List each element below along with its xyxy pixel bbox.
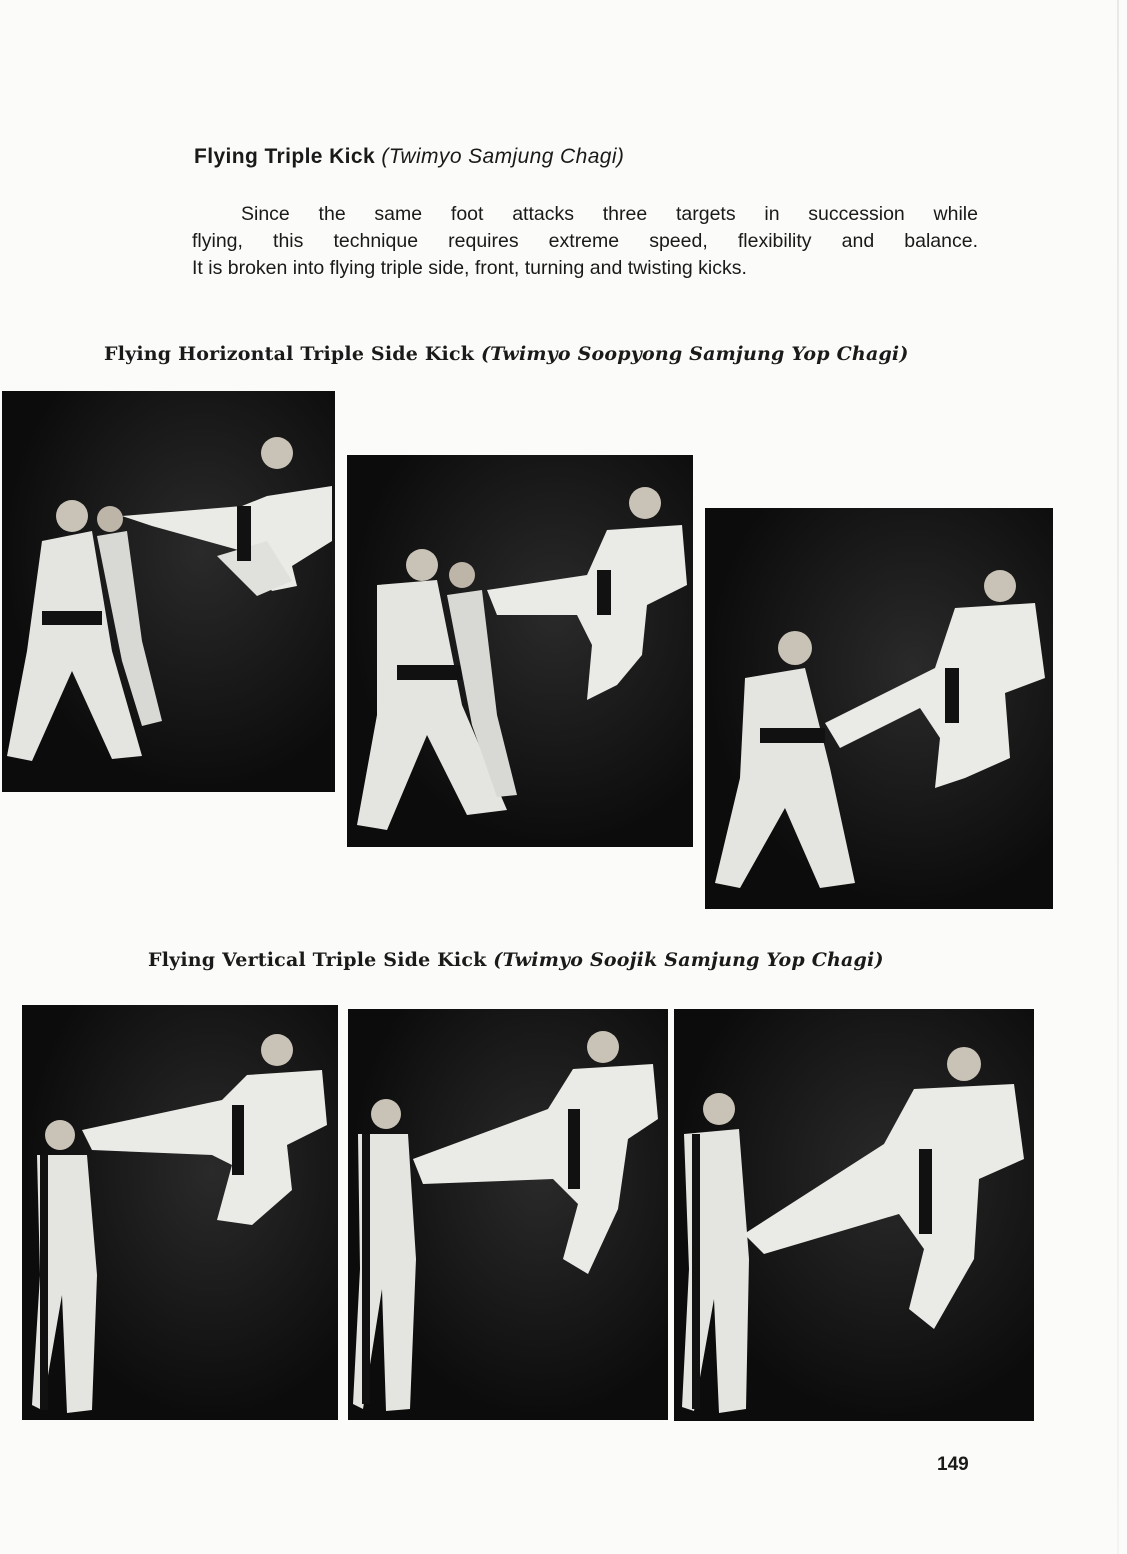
- photo-vertical-kick-3: [674, 1009, 1034, 1421]
- caption-title: Flying Vertical Triple Side Kick: [148, 949, 487, 971]
- page-edge: [1117, 0, 1119, 1554]
- section-heading: [194, 145, 624, 169]
- caption-title: Flying Horizontal Triple Side Kick: [104, 343, 475, 365]
- figure-caption-vertical: [148, 949, 884, 971]
- caption-translit: (Twimyo Soojik Samjung Yop Chagi): [493, 949, 884, 971]
- photo-horizontal-kick-2: [347, 455, 693, 847]
- page-number: 149: [937, 1454, 969, 1475]
- photo-vertical-kick-2: [348, 1009, 668, 1420]
- photo-horizontal-kick-1: [2, 391, 335, 792]
- figure-caption-horizontal: [104, 343, 909, 365]
- section-title: Flying Triple Kick: [194, 145, 376, 168]
- intro-paragraph: [192, 201, 978, 282]
- section-title-translit: (Twimyo Samjung Chagi): [381, 145, 625, 168]
- caption-translit: (Twimyo Soopyong Samjung Yop Chagi): [480, 343, 909, 365]
- intro-line: flying, this technique requires extreme speed, flexibility and balance.: [192, 230, 978, 252]
- photo-horizontal-kick-3: [705, 508, 1053, 909]
- intro-line: It is broken into flying triple side, front, turning and twisting kicks.: [192, 257, 747, 279]
- photo-vertical-kick-1: [22, 1005, 338, 1420]
- intro-line: Since the same foot attacks three targets in succession while: [241, 203, 978, 225]
